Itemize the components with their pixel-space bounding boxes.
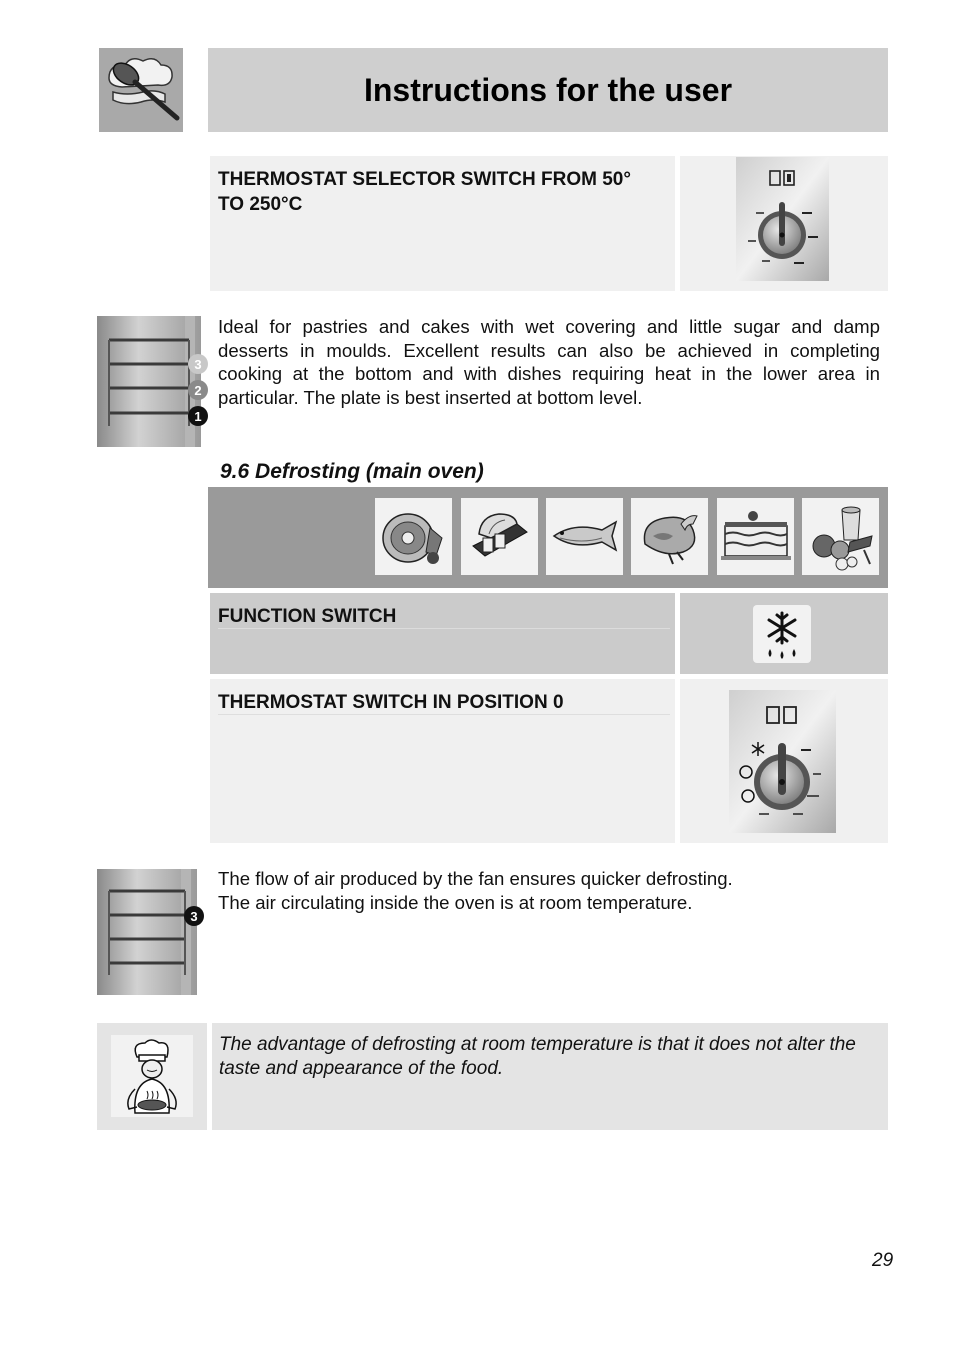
chef-note-icon-box bbox=[97, 1023, 207, 1130]
function-knob-icon bbox=[729, 690, 836, 833]
defrosting-section-heading: 9.6 Defrosting (main oven) bbox=[220, 460, 484, 483]
header-bar bbox=[208, 48, 888, 132]
poultry-icon bbox=[631, 498, 708, 575]
cake-icon bbox=[717, 498, 794, 575]
divider bbox=[218, 628, 670, 629]
rack-level-2-label: 2 bbox=[194, 383, 202, 398]
pastry-cooking-description: Ideal for pastries and cakes with wet covering and little sugar and damp desserts in moulds. Excellent results can also be achieved in completing cooking at the bottom and with dishes requiring heat in the lower area in particular. The plate is best inserted at bottom level. bbox=[218, 316, 880, 408]
fish-icon bbox=[546, 498, 623, 575]
chef-icon bbox=[111, 1035, 193, 1117]
rack-level-label: 3 bbox=[190, 909, 198, 924]
thermostat-knob-icon bbox=[736, 157, 829, 281]
defrosting-description-line-1: The flow of air produced by the fan ensures quicker defrosting. bbox=[218, 868, 733, 889]
defrost-food-strip bbox=[208, 487, 888, 588]
vegetables-icon bbox=[802, 498, 879, 575]
thermostat-knob-panel bbox=[680, 156, 888, 291]
function-switch-label: FUNCTION SWITCH bbox=[218, 606, 397, 627]
defrost-snowflake-icon bbox=[753, 605, 811, 663]
rack-level-1-label: 1 bbox=[194, 409, 202, 424]
function-switch-icon-panel bbox=[680, 593, 888, 674]
chef-logo-icon bbox=[99, 48, 183, 132]
bread-icon bbox=[461, 498, 538, 575]
thermostat-zero-label: THERMOSTAT SWITCH IN POSITION 0 bbox=[218, 692, 564, 713]
page-title: Instructions for the user bbox=[363, 71, 733, 108]
thermostat-zero-label-panel bbox=[210, 679, 675, 843]
oven-rack-levels-illustration bbox=[97, 316, 210, 447]
divider bbox=[218, 714, 670, 715]
function-switch-label-panel bbox=[210, 593, 675, 674]
note-text: The advantage of defrosting at room temperature is that it does not alter the taste and appearance of the food. bbox=[219, 1034, 856, 1079]
page-number: 29 bbox=[872, 1250, 894, 1271]
meat-icon bbox=[375, 498, 452, 575]
thermostat-label-panel bbox=[210, 156, 675, 291]
defrosting-description bbox=[218, 867, 880, 914]
thermostat-range-label: THERMOSTAT SELECTOR SWITCH FROM 50° TO 250°C bbox=[218, 169, 631, 215]
oven-rack-level-illustration bbox=[97, 869, 205, 995]
defrosting-description-line-2: The air circulating inside the oven is at room temperature. bbox=[218, 891, 693, 913]
note-box bbox=[212, 1023, 888, 1130]
rack-level-3-label: 3 bbox=[194, 357, 202, 372]
function-knob-panel bbox=[680, 679, 888, 843]
